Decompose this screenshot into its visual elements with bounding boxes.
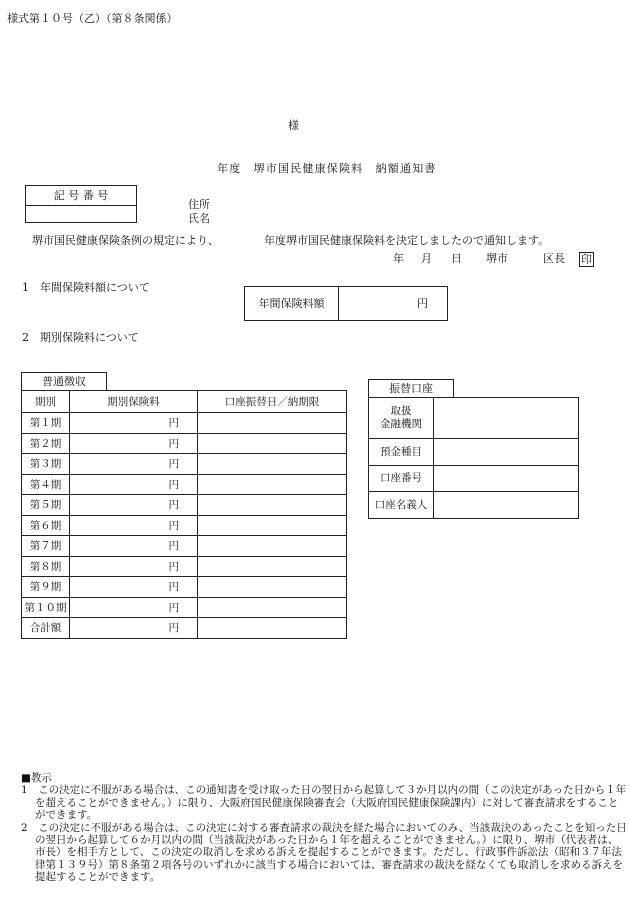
address-label: 住所 [188,198,210,211]
premium-cell: 円 [70,536,198,557]
date-year: 年 [393,252,404,265]
annual-premium-box [244,286,448,321]
table-row [369,439,579,466]
annual-premium-unit: 円 [417,297,428,310]
bank-account-tab: 振替口座 [368,379,454,398]
period-cell: 第５期 [22,495,70,516]
due-date-cell [198,413,347,434]
instructions [21,772,627,884]
premium-cell: 円 [70,515,198,536]
addressee-suffix: 様 [288,119,299,132]
premium-cell: 円 [70,495,198,516]
premium-cell: 円 [70,433,198,454]
due-date-cell [198,536,347,557]
period-cell: 第７期 [22,536,70,557]
due-date-cell [198,556,347,577]
period-cell: 第８期 [22,556,70,577]
premium-cell: 円 [70,556,198,577]
record-number-value [26,206,136,223]
premium-cell: 円 [70,618,198,639]
col-due-date: 口座振替日／納期限 [198,391,347,413]
premium-cell: 円 [70,577,198,598]
form-id: 様式第１０号（乙）（第８条関係） [7,12,178,25]
premium-cell: 円 [70,413,198,434]
table-row [22,618,347,639]
record-number-label: 記 号 番 号 [26,186,136,206]
table-row [22,597,347,618]
date-month: 月 [421,252,432,265]
table-row [22,577,347,598]
due-date-cell [198,474,347,495]
installment-table [21,390,347,639]
ward-chief-label: 区長 [543,252,565,265]
table-row [369,398,579,439]
due-date-cell [198,597,347,618]
period-cell: 第１期 [22,413,70,434]
due-date-cell [198,577,347,598]
table-row [22,433,347,454]
col-premium: 期別保険料 [70,391,198,413]
city-label: 堺市 [486,252,508,265]
bank-field-label: 預金種目 [369,439,434,466]
period-cell: 第１０期 [22,597,70,618]
page-title: 年度 堺市国民健康保険料 納額通知書 [217,162,437,175]
period-cell: 第２期 [22,433,70,454]
bank-field-value [434,398,579,439]
table-row [22,556,347,577]
regular-collection-tab: 普通徴収 [21,372,107,391]
section2-heading: 2 期別保険料について [22,331,139,344]
table-row [22,515,347,536]
bank-field-value [434,492,579,519]
bank-field-value [434,439,579,466]
name-label: 氏名 [188,212,210,225]
bank-account-table [368,397,579,519]
due-date-cell [198,433,347,454]
premium-cell: 円 [70,474,198,495]
bank-field-label: 口座番号 [369,466,434,492]
table-row [22,536,347,557]
table-row [369,466,579,492]
section1-heading: 1 年間保険料額について [22,281,150,294]
record-number-box [25,185,137,223]
table-row [22,474,347,495]
instruction-item: 1 この決定に不服がある場合は、この通知書を受け取った日の翌日から起算して３か月以内の間（この決定があった日から１年を超えることができません。）に限り、大阪府国民健康保険審査会（大阪府国民健康保険課内）に対して審査請求をすることができます。 [21,784,627,822]
period-cell: 合計額 [22,618,70,639]
date-day: 日 [451,252,462,265]
table-row [369,492,579,519]
period-cell: 第４期 [22,474,70,495]
due-date-cell [198,495,347,516]
instructions-heading: ■教示 [21,772,52,784]
seal-mark: 印 [581,253,592,266]
premium-cell: 円 [70,454,198,475]
period-cell: 第３期 [22,454,70,475]
bank-field-label: 取扱 金融機関 [369,398,434,439]
intro-text-1: 堺市国民健康保険条例の規定により、 [32,234,219,247]
table-row [22,454,347,475]
bank-field-value [434,466,579,492]
bank-field-label: 口座名義人 [369,492,434,519]
due-date-cell [198,515,347,536]
due-date-cell [198,618,347,639]
instruction-item: 2 この決定に不服がある場合は、この決定に対する審査請求の裁決を経た場合においてのみ、当該裁決のあったことを知った日の翌日から起算して６か月以内の間（当該裁決があった日から１年を超えることができません。）に限り、堺市（代表者は、市長）を相手方として、この決定の取消しを求める訴えを提起することができます。ただし、行政事件訴訟法（昭和３７年法律第１３９号）第８条第２項各号のいずれかに該当する場合においては、審査請求の裁決を経なくても取消しを求める訴えを提起することができます。 [21,821,627,884]
annual-premium-label: 年間保険料額 [245,287,339,320]
intro-text-2: 年度堺市国民健康保険料を決定しましたので通知します。 [264,234,550,247]
table-row [22,495,347,516]
col-period: 期別 [22,391,70,413]
period-cell: 第９期 [22,577,70,598]
due-date-cell [198,454,347,475]
period-cell: 第６期 [22,515,70,536]
premium-cell: 円 [70,597,198,618]
table-row [22,413,347,434]
